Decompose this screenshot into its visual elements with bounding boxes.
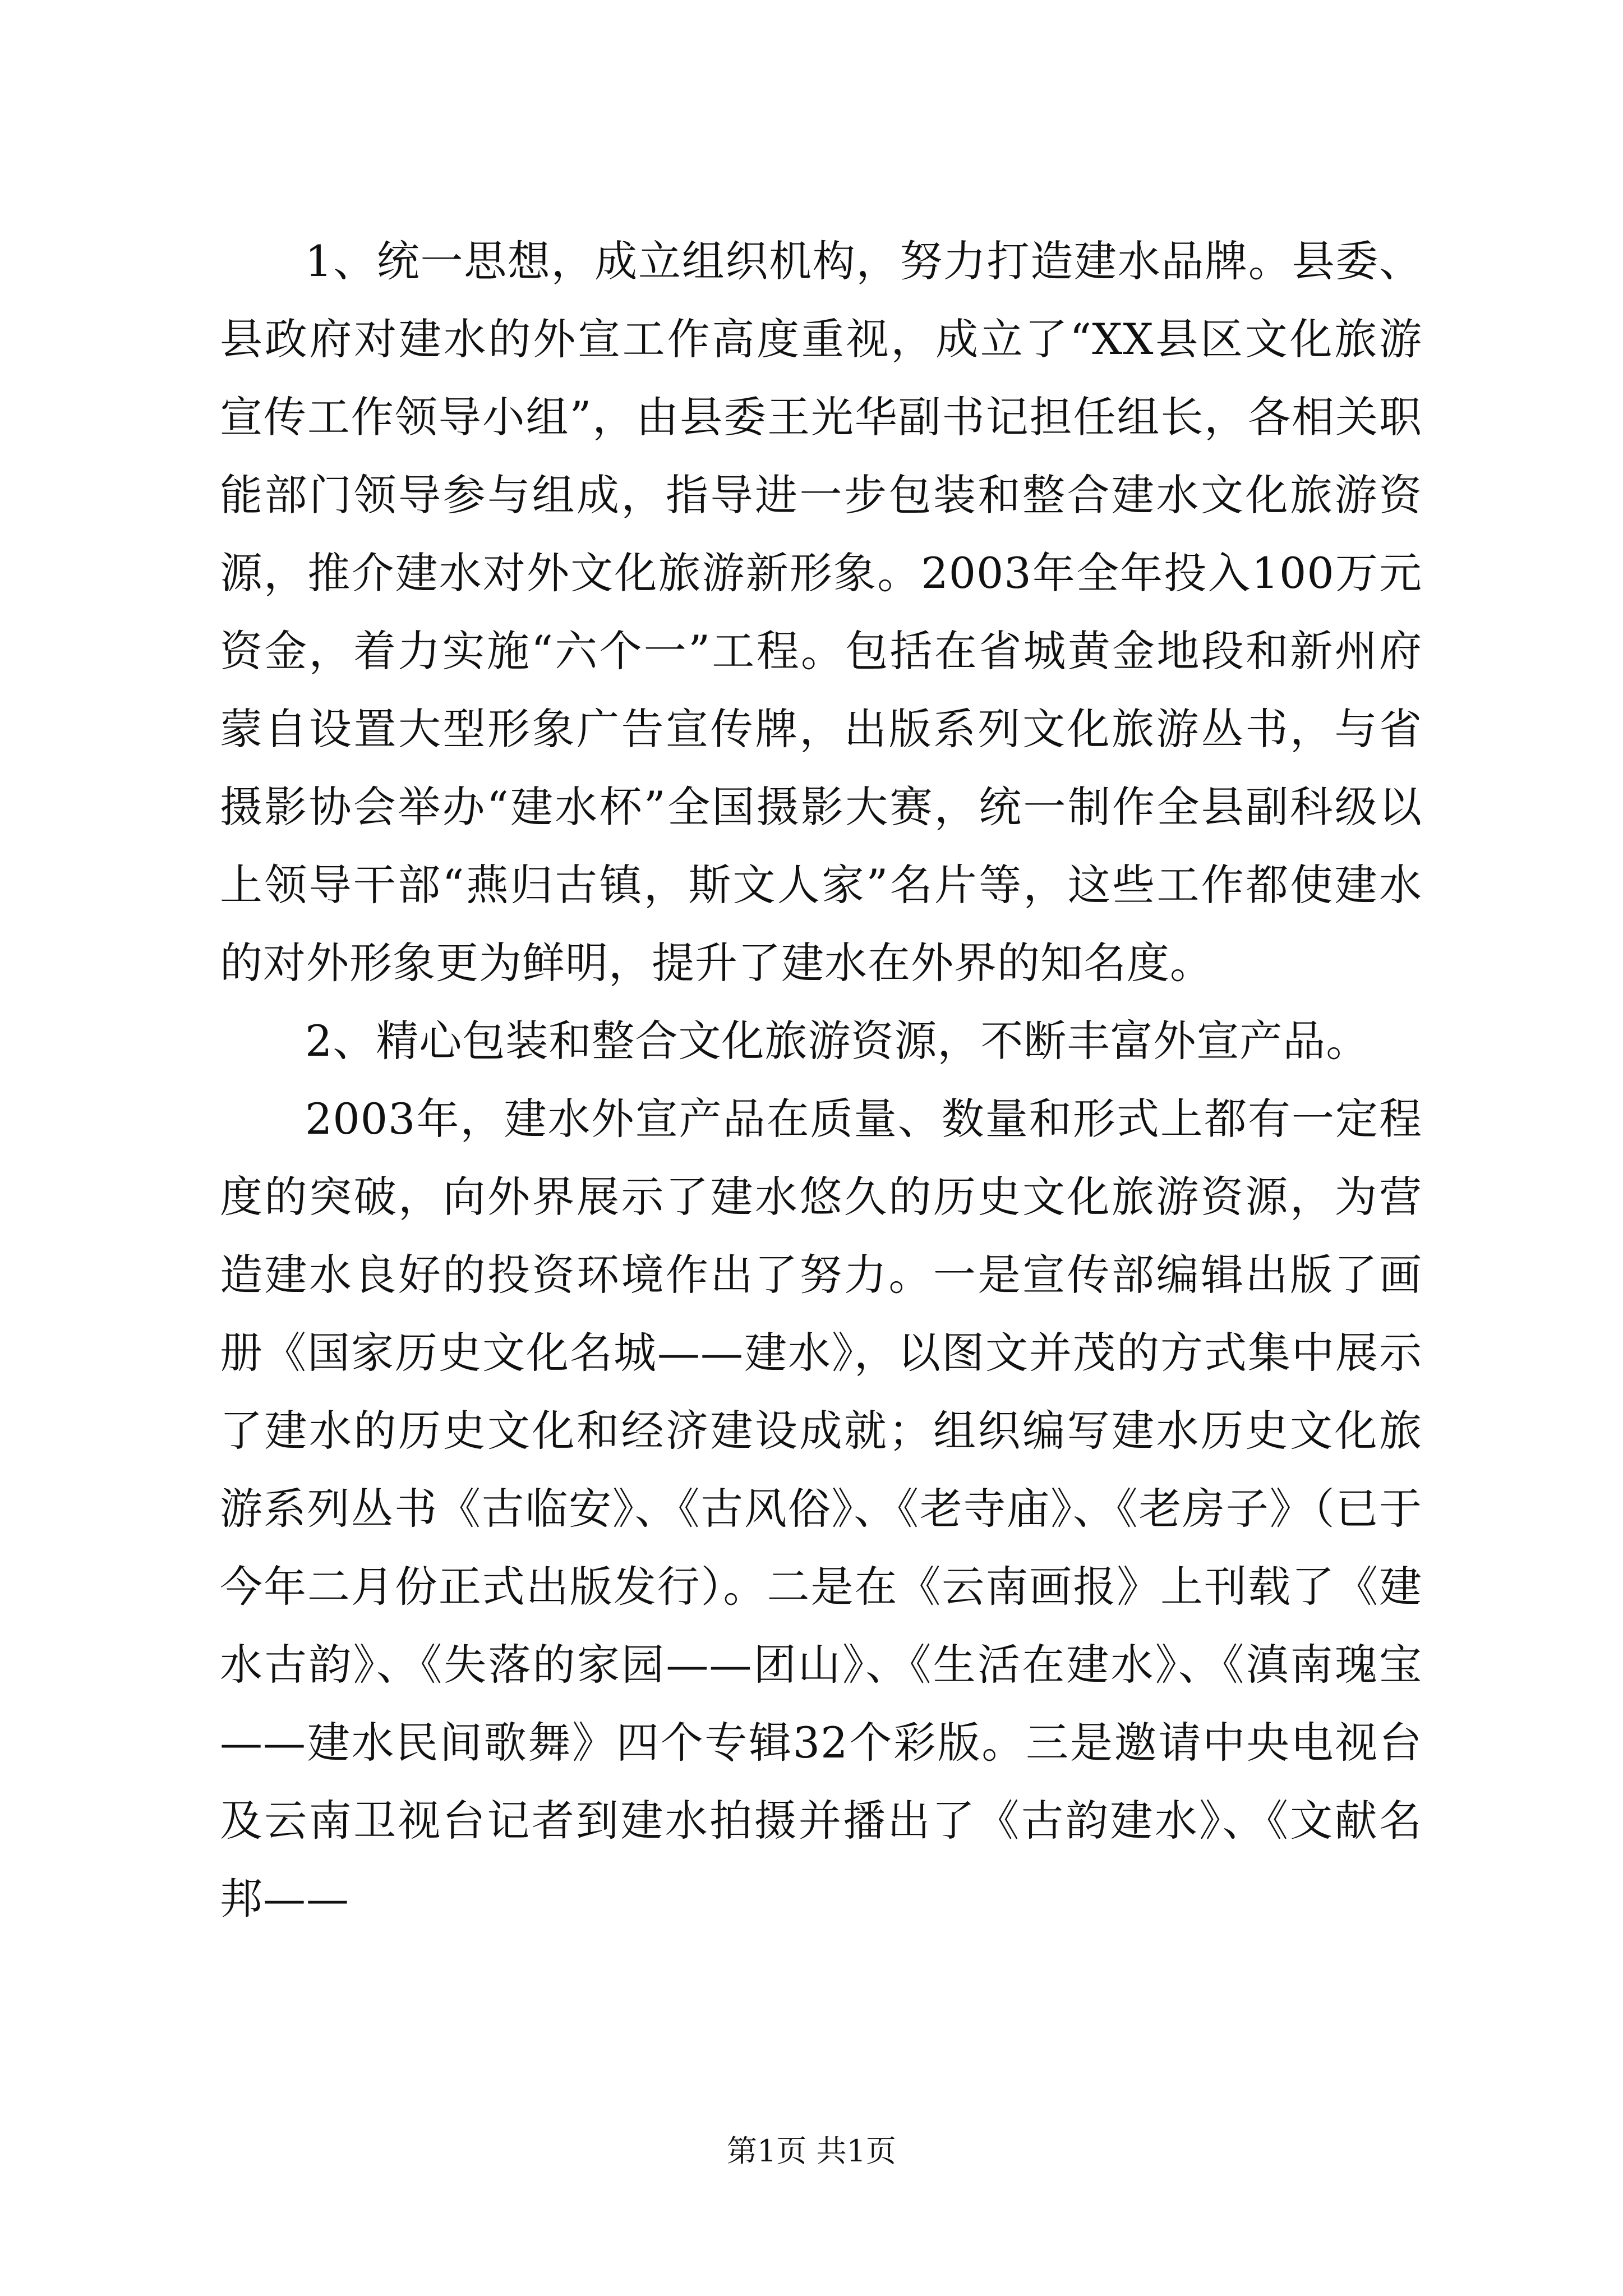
document-body (220, 222, 1422, 1938)
paragraph-2: 2、精心包装和整合文化旅游资源，不断丰富外宣产品。 (305, 1016, 1370, 1066)
paragraph-3: 2003年，建水外宣产品在质量、数量和形式上都有一定程度的突破，向外界展示了建水悠久的历史文化旅游资源，为营造建水良好的投资环境作出了努力。一是宣传部编辑出版了画册《国家历史文化名城——建水》，以图文并茂的方式集中展示了建水的历史文化和经济建设成就；组织编写建水历史文化旅游系列丛书《古临安》、《古风俗》、《老寺庙》、《老房子》（已于今年二月份正式出版发行）。二是在《云南画报》上刊载了《建水古韵》、《失落的家园——团山》、《生活在建水》、《滇南瑰宝——建水民间歌舞》四个专辑32个彩版。三是邀请中央电视台及云南卫视台记者到建水拍摄并播出了《古韵建水》、《文献名邦—— (220, 1094, 1422, 1924)
page-number-footer: 第1页 共1页 (727, 2133, 896, 2169)
paragraph-1: 1、统一思想，成立组织机构，努力打造建水品牌。县委、县政府对建水的外宣工作高度重视，成立了“XX县区文化旅游宣传工作领导小组”，由县委王光华副书记担任组长，各相关职能部门领导参与组成，指导进一步包装和整合建水文化旅游资源，推介建水对外文化旅游新形象。2003年全年投入100万元资金，着力实施“六个一”工程。包括在省城黄金地段和新州府蒙自设置大型形象广告宣传牌，出版系列文化旅游丛书，与省摄影协会举办“建水杯”全国摄影大赛，统一制作全县副科级以上领导干部“燕归古镇，斯文人家”名片等，这些工作都使建水的对外形象更为鲜明，提升了建水在外界的知名度。 (220, 236, 1422, 988)
